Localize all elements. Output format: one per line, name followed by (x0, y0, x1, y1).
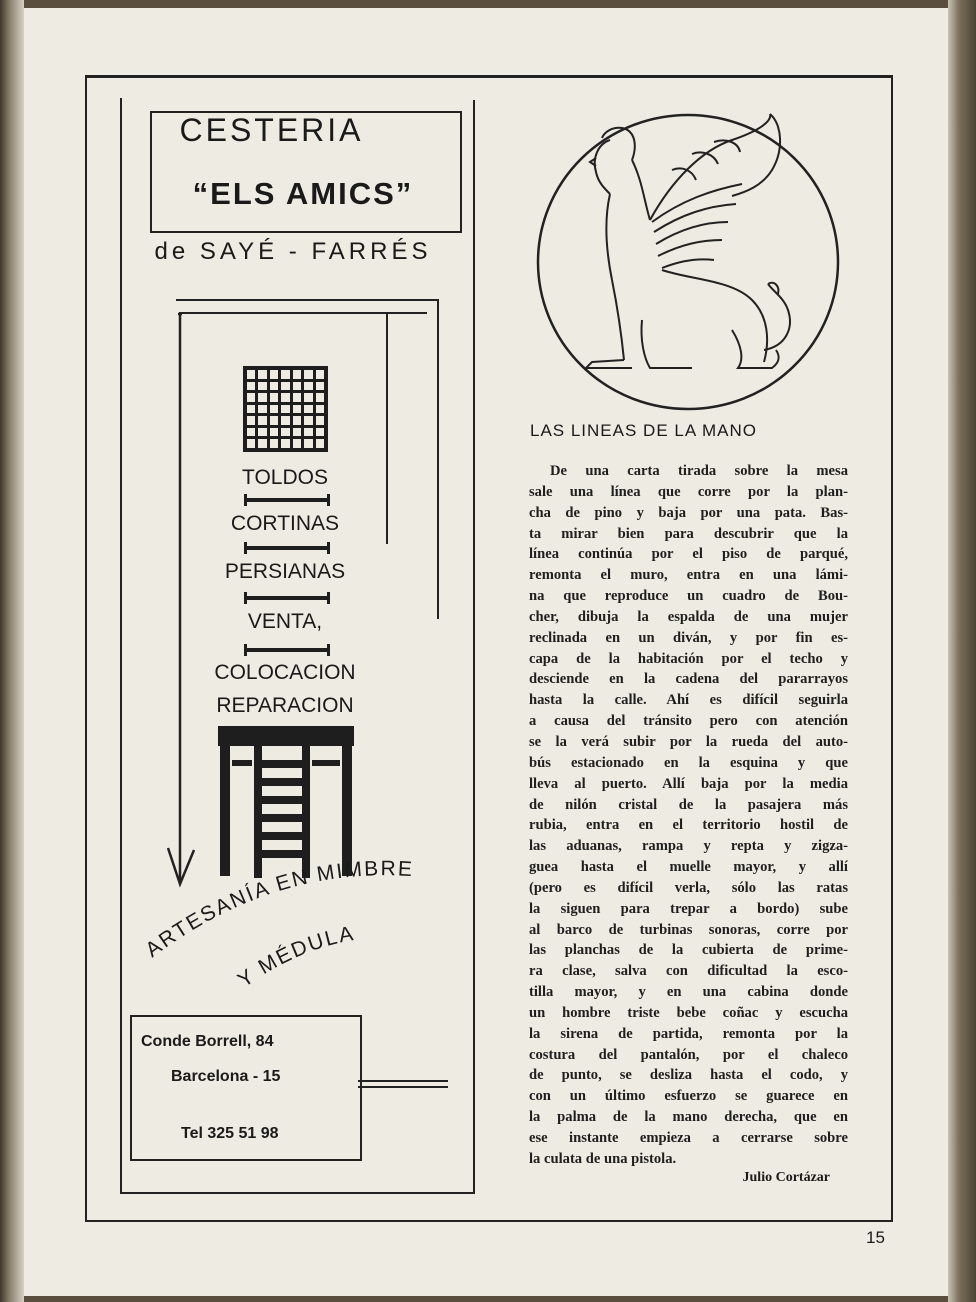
article-line: (pero es difícil verla, sólo las ratas (529, 879, 848, 896)
ad-rule-bottom (179, 312, 427, 314)
article-line: las aduanas, rampa y repta y zigza- (529, 838, 848, 855)
ad-rule-top (176, 299, 439, 301)
product-item: VENTA, (247, 610, 323, 633)
article-line: sale una línea que corre por la plan- (529, 483, 848, 500)
page-number: 15 (866, 1228, 885, 1247)
article-line: la culata de una pistola. (529, 1150, 677, 1167)
article-body (529, 461, 848, 1170)
article-line: la sirena de partida, remonta por la (529, 1025, 848, 1042)
product-item: REPARACION (216, 694, 354, 717)
sphinx-medallion-icon (532, 110, 844, 414)
article-line: la siguen para trepar a bordo) sube (529, 900, 848, 917)
ad-owner: de SAYÉ - FARRÉS (128, 238, 458, 266)
article-line: línea continúa por el piso de parqué, (529, 546, 848, 563)
article-line: bús estacionado en la esquina y que (529, 754, 848, 771)
product-item: PERSIANAS (224, 560, 346, 583)
article-line: hasta la calle. Ahí es difícil seguirla (529, 692, 848, 709)
article-author: Julio Cortázar (742, 1170, 830, 1185)
ad-border-right (473, 100, 475, 1192)
binding-gutter (0, 0, 24, 1302)
ad-rule-right-outer (437, 299, 439, 619)
product-item: TOLDOS (242, 466, 328, 489)
slogan-line-2: Y MÉDULA (233, 921, 357, 992)
address-street: Conde Borrell, 84 (141, 1033, 274, 1050)
article-line: cha de pino y baja por una pata. Bas- (529, 504, 848, 521)
article-line: las planchas de la cubierta de prime- (529, 942, 848, 959)
article-line: la palma de la mano derecha, que en (529, 1109, 848, 1126)
article-line: ta mirar bien para descubrir que la (529, 525, 848, 542)
article-line: se la verá subir por la rueda del auto- (529, 733, 848, 750)
article-line: lleva al puerto. Allí baja por la media (529, 775, 848, 792)
ad-slogan (140, 840, 450, 1000)
product-separator (244, 546, 330, 550)
window-grid-icon (243, 366, 328, 452)
article-title: LAS LINEAS DE LA MANO (530, 421, 757, 440)
product-item: CORTINAS (230, 512, 340, 535)
product-separator (244, 498, 330, 502)
article-line: tilla mayor, y en una cabina donde (529, 984, 848, 1001)
ad-border-bottom (120, 1192, 475, 1194)
article-line: de nilón cristal de la pasajera más (529, 796, 848, 813)
article-line: con un último esfuerzo se guarece en (529, 1088, 848, 1105)
ad-rule-right-inner (386, 312, 388, 544)
article-line: guea hasta el muelle mayor, y allí (529, 859, 848, 876)
article-line: na que reproduce un cuadro de Bou- (529, 588, 848, 605)
address-city: Barcelona - 15 (171, 1068, 281, 1085)
article-line: desciende en la cadena del pararrayos (529, 671, 848, 688)
product-separator (244, 648, 330, 652)
article-line: De una carta tirada sobre la mesa (550, 463, 848, 479)
svg-text:Y MÉDULA (234, 922, 357, 992)
article-line: cher, dibuja la espalda de una mujer (529, 608, 848, 625)
address-connector (358, 1080, 448, 1082)
article-line: a causa del tránsito pero con atención (529, 713, 848, 730)
down-arrow-icon (160, 310, 210, 890)
slogan-line-1: ARTESANÍA EN MIMBRE (141, 857, 415, 962)
page-edge (948, 0, 976, 1302)
product-separator (244, 596, 330, 600)
article-line: rubia, entra en el territorio hostil de (529, 817, 848, 834)
address-phone: Tel 325 51 98 (181, 1125, 279, 1142)
article-line: un hombre triste bebe coñac y escucha (529, 1004, 848, 1021)
article-line: ra clase, salva con dificultad la esco- (529, 963, 848, 980)
ad-business-name: “ELS AMICS” (192, 176, 414, 211)
article-line: de punto, se desliza hasta el codo, y (529, 1067, 848, 1084)
article-line: capa de la habitación por el techo y (529, 650, 848, 667)
ad-heading: CESTERIA (179, 112, 364, 148)
article-line: remonta el muro, entra en una lámi- (529, 567, 848, 584)
article-line: ese instante empieza a cerrarse sobre (529, 1130, 848, 1146)
ad-border-left (120, 98, 122, 1194)
article-line: costura del pantalón, por el chaleco (529, 1046, 848, 1063)
product-item: COLOCACION (214, 661, 356, 684)
article-line: reclinada en un diván, y por fin es- (529, 629, 848, 646)
article-line: al barco de turbinas sonoras, corre por (529, 921, 848, 938)
address-connector (358, 1086, 448, 1088)
